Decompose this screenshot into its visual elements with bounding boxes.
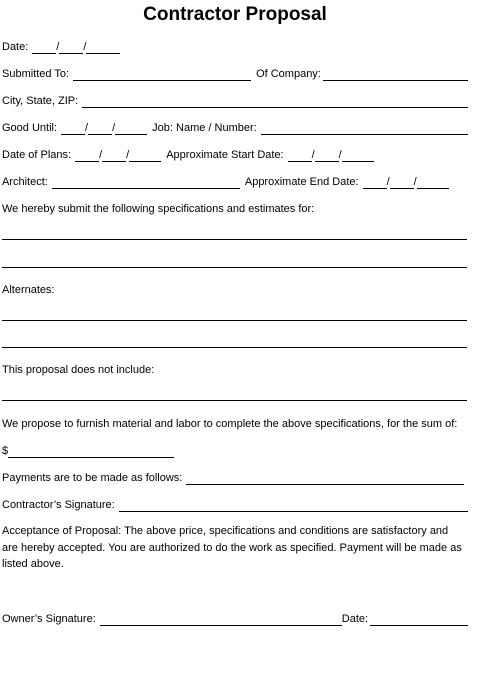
good-until-day-field[interactable] [88,122,112,135]
end-day-field[interactable] [390,176,414,189]
furnish-row [2,415,468,431]
good-until-slash-2: / [112,122,116,134]
payments-label: Payments are to be made as follows: [2,472,183,484]
date-slash-2: / [83,41,87,53]
architect-label: Architect: [2,176,48,188]
of-company-label: Of Company: [256,68,321,80]
of-company-field[interactable] [323,68,468,81]
date-of-plans-label: Date of Plans: [2,149,72,161]
good-until-row [2,119,468,135]
end-slash-1: / [386,176,390,188]
furnish-label: We propose to furnish material and labor to complete the above specifications, for the sum of: [2,418,458,430]
city-state-zip-label: City, State, ZIP: [2,95,79,107]
payments-field[interactable] [186,472,464,485]
end-year-field[interactable] [417,176,449,189]
submitted-to-field[interactable] [73,68,251,81]
job-name-number-label: Job: Name / Number: [152,122,257,134]
document-title: Contractor Proposal [143,4,327,25]
job-name-number-field[interactable] [261,122,468,135]
not-include-line[interactable] [2,400,467,401]
end-slash-2: / [413,176,417,188]
start-slash-1: / [311,149,315,161]
alternates-line-1[interactable] [2,320,467,321]
city-state-zip-field[interactable] [82,95,468,108]
specifications-label: We hereby submit the following specifications and estimates for: [2,203,315,215]
date-day-field[interactable] [59,41,83,54]
date-month-field[interactable] [32,41,56,54]
specifications-line-1[interactable] [2,239,467,240]
acceptance-paragraph: Acceptance of Proposal: The above price, specifications and conditions are satisfactory and are hereby accepted. You are authorized to do the work as specified. Payment will be made as listed above. [2,525,462,570]
start-year-field[interactable] [342,149,374,162]
submitted-to-row [2,65,468,81]
start-month-field[interactable] [288,149,312,162]
contractor-signature-row [2,496,468,512]
start-day-field[interactable] [315,149,339,162]
architect-row [2,173,468,189]
approx-start-label: Approximate Start Date: [166,149,284,161]
plans-slash-1: / [99,149,103,161]
alternates-row [2,281,468,297]
date-year-field[interactable] [86,41,120,54]
good-until-label: Good Until: [2,122,58,134]
end-month-field[interactable] [363,176,387,189]
plans-day-field[interactable] [102,149,126,162]
good-until-year-field[interactable] [115,122,147,135]
payments-row [2,469,468,485]
not-include-label: This proposal does not include: [2,364,155,376]
date-row [2,38,468,54]
sum-row [2,442,468,458]
approx-end-label: Approximate End Date: [244,176,359,188]
not-include-row [2,361,468,377]
start-slash-2: / [338,149,342,161]
owner-signature-field[interactable] [100,613,342,626]
owner-signature-row [2,610,468,626]
date-of-plans-row [2,146,468,162]
owner-date-label: Date: [341,613,369,625]
specifications-line-2[interactable] [2,267,467,268]
plans-slash-2: / [126,149,130,161]
dollar-sign: $ [2,445,9,457]
good-until-slash-1: / [85,122,89,134]
plans-year-field[interactable] [129,149,161,162]
city-state-zip-row [2,92,468,108]
architect-field[interactable] [52,176,240,189]
plans-month-field[interactable] [75,149,99,162]
sum-field[interactable] [8,445,174,458]
alternates-line-2[interactable] [2,347,467,348]
submitted-to-label: Submitted To: [2,68,70,80]
date-slash-1: / [56,41,60,53]
date-label: Date: [2,41,29,53]
contractor-signature-label: Contractor’s Signature: [2,499,115,511]
contractor-signature-field[interactable] [119,499,468,512]
good-until-month-field[interactable] [61,122,85,135]
owner-date-field[interactable] [370,613,468,626]
specifications-row [2,200,468,216]
owner-signature-label: Owner’s Signature: [2,613,96,625]
alternates-label: Alternates: [2,284,55,296]
